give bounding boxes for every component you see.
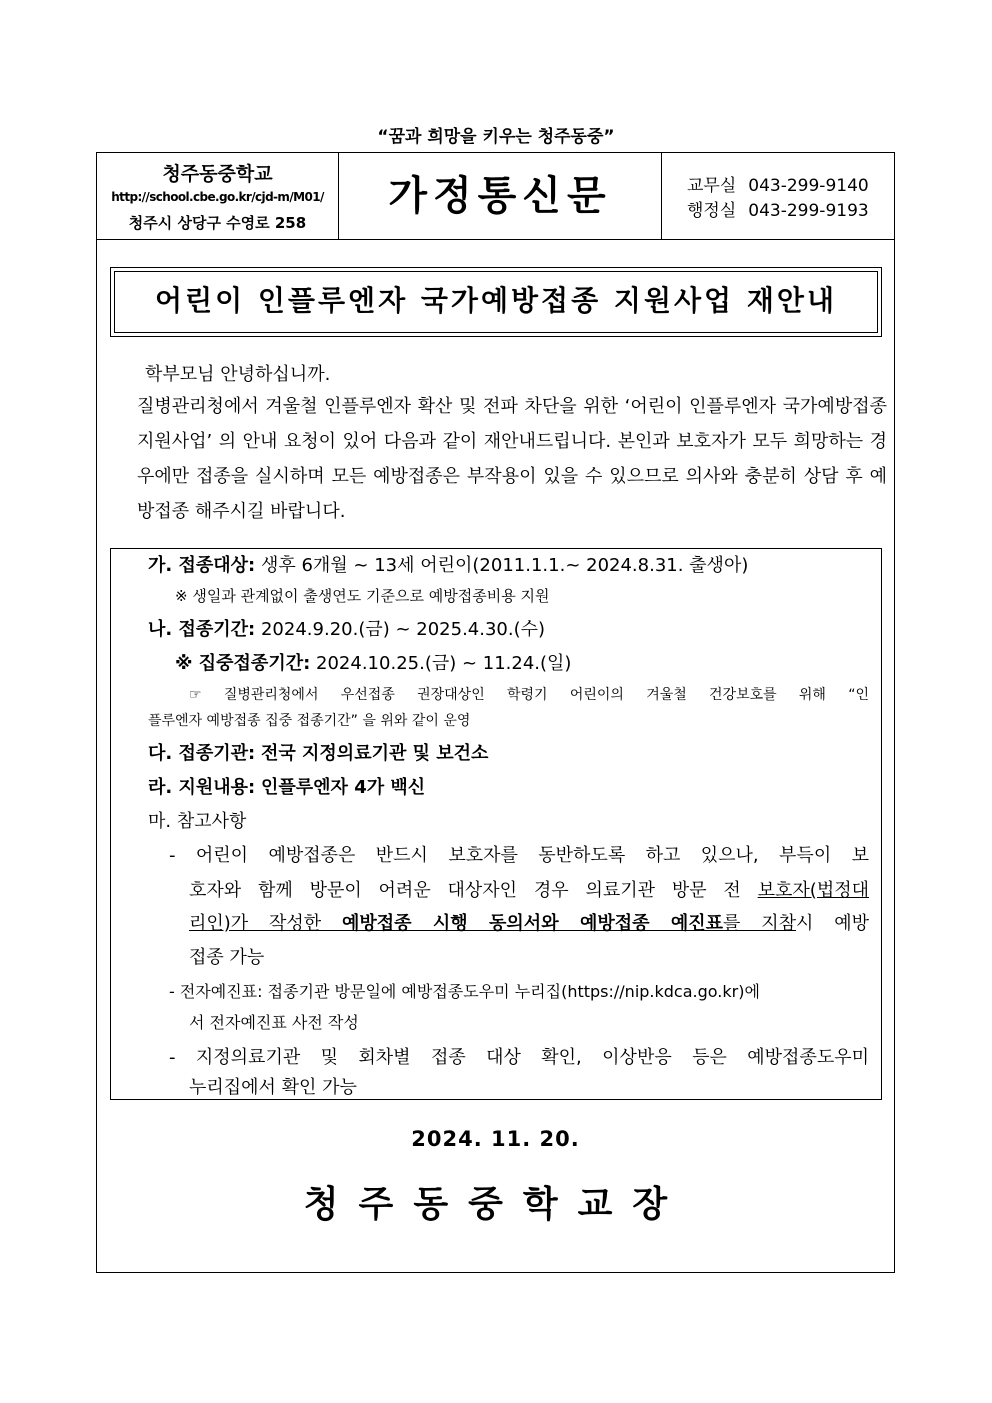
reference-underlined: 보호자(법정대 [757, 880, 869, 901]
period-note-line: ☞ 질병관리청에서 우선접종 권장대상인 학령기 어린이의 겨울철 건강보호를 위해 “인 [189, 687, 869, 703]
school-slogan: “꿈과 희망을 키우는 청주동중” [377, 127, 615, 147]
contact-phone: 043-299-9140 [748, 176, 869, 196]
item-target [148, 551, 748, 577]
document-title: 가정통신문 [339, 153, 662, 239]
contact-admin [687, 199, 869, 224]
target-note: ※ 생일과 관계없이 출생연도 기준으로 예방접종비용 지원 [175, 587, 550, 605]
principal-signature: 청주동중학교장 [303, 1184, 688, 1225]
contact-academic [687, 174, 869, 199]
intensive-period [175, 649, 571, 675]
reference-line [189, 909, 869, 935]
school-info [97, 153, 339, 239]
reference-line [189, 876, 869, 902]
newsletter-frame [96, 152, 895, 1273]
intro-body: 질병관리청에서 겨울철 인플루엔자 확산 및 전파 차단을 위한 ‘어린이 인플루엔자 국가예방접종 지원사업’ 의 안내 요청이 있어 다음과 같이 재안내드립니다. 본인과 보호자가 모두 희망하는 경우에만 접종을 실시하며 모든 예방접종은 부작용이 있을 수 있으므로 의사와 충분히 상담 후 예방접종 해주시길 바랍니다. [137, 396, 887, 522]
item-value: 전국 지정의료기관 및 보건소 [260, 743, 489, 764]
notice-title-box [110, 267, 882, 337]
school-name: 청주동중학교 [162, 163, 273, 185]
school-address: 청주시 상당구 수영로 258 [128, 214, 307, 232]
details-box [110, 548, 882, 1100]
reference-line: 접종 가능 [189, 947, 265, 968]
item-label: 나. 접종기간: [148, 619, 256, 640]
intro-section [137, 361, 887, 529]
item-reference-label: 마. 참고사항 [148, 811, 247, 832]
school-url: http://school.cbe.go.kr/cjd-m/M01/ [111, 190, 324, 204]
reference-text: 시 예방 [796, 913, 869, 934]
item-value: 2024.9.20.(금) ~ 2025.4.30.(수) [260, 619, 546, 640]
item-label: 가. 접종대상: [148, 555, 256, 576]
item-value: 생후 6개월 ~ 13세 어린이(2011.1.1.~ 2024.8.31. 출생아) [260, 555, 749, 576]
item-value: 2024.10.25.(금) ~ 11.24.(일) [316, 653, 572, 674]
period-note-line: 플루엔자 예방접종 집중 접종기간” 을 위와 같이 운영 [148, 713, 471, 729]
item-support [148, 773, 425, 799]
reference-underlined: 를 지참 [723, 913, 797, 934]
item-period [148, 615, 545, 641]
reference-underlined: 리인)가 작성한 [189, 913, 342, 934]
issue-date: 2024. 11. 20. [411, 1127, 580, 1151]
reference-line: 누리집에서 확인 가능 [189, 1077, 357, 1098]
contact-list [687, 174, 869, 224]
item-institution [148, 739, 488, 765]
reference-line: - 전자예진표: 접종기관 방문일에 예방접종도우미 누리집(https://nip.kdca.go.kr)에 [169, 982, 760, 1001]
item-label: ※ 집중접종기간: [175, 653, 311, 674]
contact-label: 행정실 [687, 201, 737, 221]
notice-title: 어린이 인플루엔자 국가예방접종 지원사업 재안내 [114, 271, 878, 333]
reference-line: - 어린이 예방접종은 반드시 보호자를 동반하도록 하고 있으나, 부득이 보 [169, 845, 869, 866]
contact-phone: 043-299-9193 [748, 201, 869, 221]
reference-line: - 지정의료기관 및 회차별 접종 대상 확인, 이상반응 등은 예방접종도우미 [169, 1047, 869, 1068]
reference-line: 서 전자예진표 사전 작성 [189, 1013, 359, 1032]
reference-text: 호자와 함께 방문이 어려운 대상자인 경우 의료기관 방문 전 [189, 880, 758, 901]
reference-underlined-bold: 예방접종 시행 동의서와 예방접종 예진표 [341, 913, 724, 934]
greeting: 학부모님 안녕하십니까. [145, 364, 331, 385]
item-label: 다. 접종기관: [148, 743, 256, 764]
item-label: 라. 지원내용: [148, 777, 256, 798]
letterhead [97, 153, 894, 240]
item-value: 인플루엔자 4가 백신 [260, 777, 426, 798]
contact-label: 교무실 [687, 176, 737, 196]
